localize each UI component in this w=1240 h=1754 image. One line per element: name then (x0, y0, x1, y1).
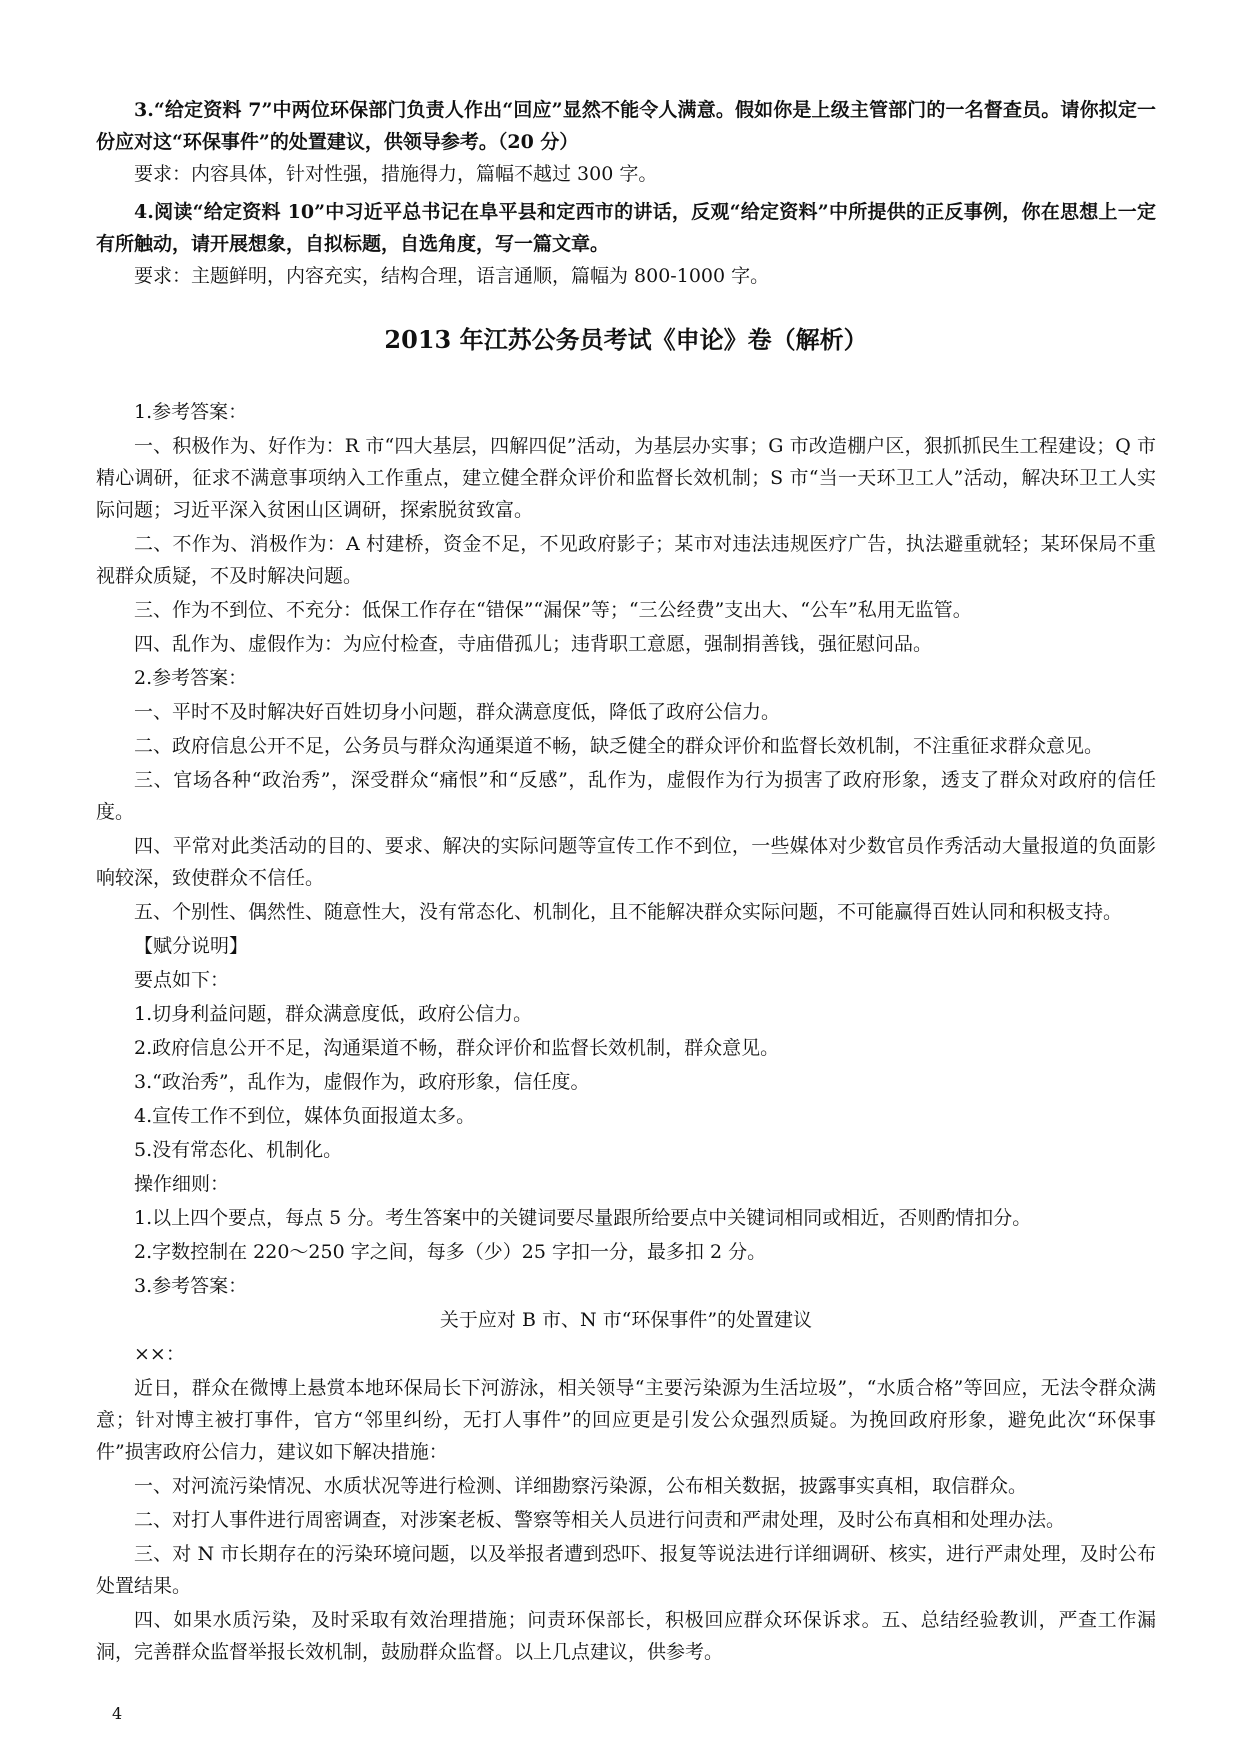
question-4-requirement: 要求：主题鲜明，内容充实，结构合理，语言通顺，篇幅为 800-1000 字。 (134, 265, 770, 287)
proposal-item: 一、对河流污染情况、水质状况等进行检测、详细勘察污染源，公布相关数据，披露事实真相，取信群众。 (134, 1475, 1028, 1497)
scoring-heading: 【赋分说明】 (134, 935, 249, 957)
proposal-item: 三、对 N 市长期存在的污染环境问题，以及举报者遭到恐吓、报复等说法进行详细调研、核实，进行严肃处理，及时公布处置结果。 (96, 1543, 1156, 1597)
answer-2-item: 三、官场各种“政治秀”，深受群众“痛恨”和“反感”，乱作为，虚假作为行为损害了政府形象，透支了群众对政府的信任度。 (96, 769, 1156, 823)
proposal-item: 四、如果水质污染，及时采取有效治理措施；问责环保部长，积极回应群众环保诉求。五、总结经验教训，严查工作漏洞，完善群众监督举报长效机制，鼓励群众监督。以上几点建议，供参考。 (96, 1609, 1156, 1663)
scoring-point: 2.政府信息公开不足，沟通渠道不畅，群众评价和监督长效机制，群众意见。 (134, 1037, 780, 1059)
scoring-point: 4.宣传工作不到位，媒体负面报道太多。 (134, 1105, 476, 1127)
answer-1-item: 三、作为不到位、不充分：低保工作存在“错保”“漏保”等；“三公经费”支出大、“公车”私用无监管。 (134, 599, 972, 621)
scoring-point: 3.“政治秀”，乱作为，虚假作为，政府形象，信任度。 (134, 1071, 590, 1093)
question-4: 4.阅读“给定资料 10”中习近平总书记在阜平县和定西市的讲话，反观“给定资料”中所提供的正反事例，你在思想上一定有所触动，请开展想象，自拟标题，自选角度，写一篇文章。 (96, 201, 1156, 255)
scoring-rule: 1.以上四个要点，每点 5 分。考生答案中的关键词要尽量跟所给要点中关键词相同或相近，否则酌情扣分。 (134, 1207, 1032, 1229)
answer-1-item: 一、积极作为、好作为：R 市“四大基层，四解四促”活动，为基层办实事；G 市改造棚户区，狠抓抓民生工程建设；Q 市精心调研，征求不满意事项纳入工作重点，建立健全群众评价和监督长效机制；S 市“当一天环卫工人”活动，解决环卫工人实际问题；习近平深入贫困山区调研，探索脱贫致富。 (96, 435, 1156, 521)
points-heading: 要点如下： (134, 969, 230, 991)
page-number: 4 (112, 1704, 123, 1723)
answer-2-heading: 2.参考答案： (134, 667, 248, 689)
answer-2-item: 五、个别性、偶然性、随意性大，没有常态化、机制化，且不能解决群众实际问题，不可能赢得百姓认同和积极支持。 (134, 901, 1123, 923)
proposal-salutation: ××： (134, 1343, 185, 1365)
answer-1-heading: 1.参考答案： (134, 401, 248, 423)
answer-2-item: 一、平时不及时解决好百姓切身小问题，群众满意度低，降低了政府公信力。 (134, 701, 781, 723)
question-3: 3.“给定资料 7”中两位环保部门负责人作出“回应”显然不能令人满意。假如你是上级主管部门的一名督查员。请你拟定一份应对这“环保事件”的处置建议，供领导参考。（20 分） (96, 99, 1156, 153)
answer-3-heading: 3.参考答案： (134, 1275, 248, 1297)
question-3-requirement: 要求：内容具体，针对性强，措施得力，篇幅不越过 300 字。 (134, 163, 658, 185)
scoring-point: 1.切身利益问题，群众满意度低，政府公信力。 (134, 1003, 533, 1025)
answer-1-item: 二、不作为、消极作为：A 村建桥，资金不足，不见政府影子；某市对违法违规医疗广告，执法避重就轻；某环保局不重视群众质疑，不及时解决问题。 (96, 533, 1156, 587)
proposal-item: 二、对打人事件进行周密调查，对涉案老板、警察等相关人员进行问责和严肃处理，及时公布真相和处理办法。 (134, 1509, 1066, 1531)
proposal-intro: 近日，群众在微博上悬赏本地环保局长下河游泳，相关领导“主要污染源为生活垃圾”，“水质合格”等回应，无法令群众满意；针对博主被打事件，官方“邻里纠纷，无打人事件”的回应更是引发公众强烈质疑。为挽回政府形象，避免此次“环保事件”损害政府公信力，建议如下解决措施： (96, 1377, 1156, 1463)
rules-heading: 操作细则： (134, 1173, 230, 1195)
scoring-rule: 2.字数控制在 220～250 字之间，每多（少）25 字扣一分，最多扣 2 分。 (134, 1241, 767, 1263)
answer-1-item: 四、乱作为、虚假作为：为应付检查，寺庙借孤儿；违背职工意愿，强制捐善钱，强征慰问品。 (134, 633, 933, 655)
scoring-point: 5.没有常态化、机制化。 (134, 1139, 343, 1161)
page-content (96, 94, 1156, 1668)
answer-2-item: 四、平常对此类活动的目的、要求、解决的实际问题等宣传工作不到位，一些媒体对少数官员作秀活动大量报道的负面影响较深，致使群众不信任。 (96, 835, 1156, 889)
proposal-title: 关于应对 B 市、N 市“环保事件”的处置建议 (439, 1309, 813, 1331)
page-title: 2013 年江苏公务员考试《申论》卷（解析） (384, 325, 868, 354)
answer-2-item: 二、政府信息公开不足，公务员与群众沟通渠道不畅，缺乏健全的群众评价和监督长效机制，不注重征求群众意见。 (134, 735, 1104, 757)
